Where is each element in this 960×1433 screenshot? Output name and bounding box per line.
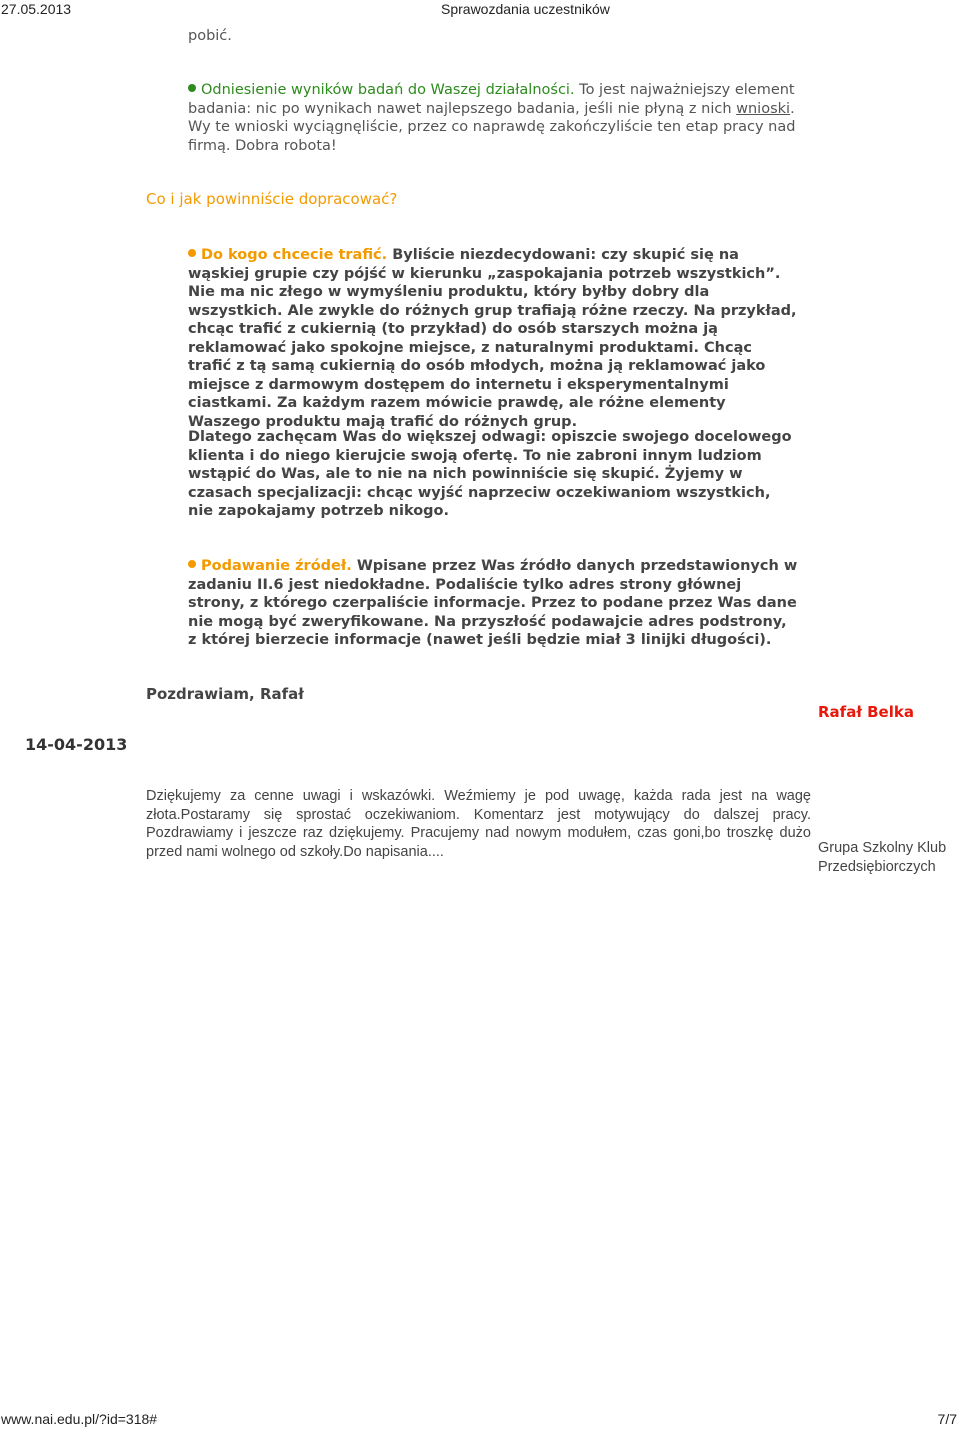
footer-url: www.nai.edu.pl/?id=318# bbox=[1, 1411, 158, 1427]
comment-date: 14-04-2013 bbox=[25, 735, 128, 754]
item-label: Odniesienie wyników badań do Waszej działalności. bbox=[201, 82, 575, 98]
item-text-b: . Wy te wnioski wyciągnęliście, przez co naprawdę zakończyliście ten etap pracy nad firmą. Dobra robota! bbox=[188, 100, 796, 154]
feedback-item-results bbox=[188, 81, 798, 155]
feedback-item-sources bbox=[188, 557, 798, 650]
bullet-icon bbox=[188, 84, 196, 92]
item-text: Byliście niezdecydowani: czy skupić się na wąskiej grupie czy pójść w kierunku „zaspokajania potrzeb wszystkich”. Nie ma nic złego w wymyśleniu produktu, który byłby dobry dla wszystkich. Ale zwykle do różnych grup trafiają różne rzeczy. Na przykład, chcąc trafić z cukiernią (to przykład) do osób starszych można ją reklamować jako spokojne miejsce, z naturalnymi produktami. Chcąc trafić z tą samą cukiernią do osób młodych, można ją reklamować jako miejsce z darmowym dostępem do internetu i eksperymentalnymi ciastkami. Za każdym razem mówicie prawdę, ale różne elementy Waszego produktu mają trafić do różnych grup. bbox=[188, 247, 797, 430]
comment-reply: Dziękujemy za cenne uwagi i wskazówki. Weźmiemy je pod uwagę, każda rada jest na wagę złota.Postaramy się sprostać oczekiwaniom. Komentarz jest motywujący do dalszej pracy. Pozdrawiamy i jeszcze raz dziękujemy. Pracujemy nad nowym modułem, czas goni,bo troszkę dużo przed nami wolnego od szkoły.Do napisania.... bbox=[146, 788, 811, 860]
print-date: 27.05.2013 bbox=[1, 1, 72, 17]
comment-group: Grupa Szkolny Klub Przedsiębiorczych bbox=[818, 840, 947, 875]
item-text: Wpisane przez Was źródło danych przedstawionych w zadaniu II.6 jest niedokładne. Podaliście tylko adres strony głównej strony, z którego czerpaliście informacje. Przez to podane przez Was dane nie mogą być zweryfikowane. Na przyszłość podawajcie adres podstrony, z której bierzecie informacje (nawet jeśli będzie miał 3 linijki długości). bbox=[188, 558, 798, 648]
signoff: Pozdrawiam, Rafał bbox=[146, 685, 304, 703]
fragment-text: pobić. bbox=[188, 28, 232, 44]
wnioski-link[interactable]: wnioski bbox=[736, 100, 791, 117]
feedback-item-target-continued: Dlatego zachęcam Was do większej odwagi: opiszcie swojego docelowego klienta i do niego kierujcie swoją ofertę. To nie zabroni innym ludziom wstąpić do Was, ale to nie na nich powinniście się skupić. Żyjemy w czasach specjalizacji: chcąc wyjść naprzeciw oczekiwaniom wszystkich, nie zapokajamy potrzeb nikogo. bbox=[188, 429, 792, 519]
print-footer bbox=[0, 1411, 960, 1431]
feedback-item-target bbox=[188, 246, 798, 431]
print-title: Sprawozdania uczestników bbox=[441, 1, 610, 17]
comment-author: Rafał Belka bbox=[818, 703, 914, 721]
item-label: Podawanie źródeł. bbox=[201, 558, 352, 574]
item-text-a: To jest najważniejszy element badania: nic po wynikach nawet najlepszego badania, jeśli nie płyną z nich bbox=[188, 82, 795, 117]
print-header bbox=[0, 0, 960, 20]
bullet-icon bbox=[188, 249, 196, 257]
item-label: Do kogo chcecie trafić. bbox=[201, 247, 388, 263]
footer-page: 7/7 bbox=[937, 1411, 957, 1427]
bullet-icon bbox=[188, 560, 196, 568]
section-heading: Co i jak powinniście dopracować? bbox=[146, 190, 398, 208]
